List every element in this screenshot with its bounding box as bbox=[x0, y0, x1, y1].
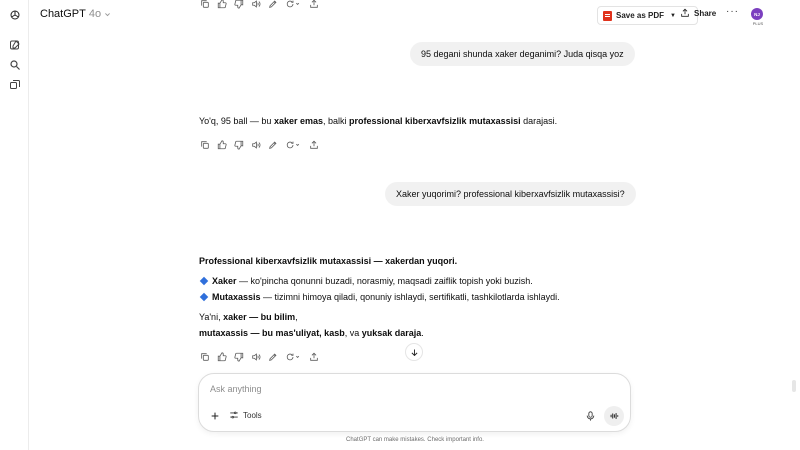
read-aloud-icon[interactable] bbox=[250, 140, 261, 151]
tools-label: Tools bbox=[243, 410, 262, 420]
read-aloud-icon[interactable] bbox=[250, 352, 261, 363]
edit-canvas-icon[interactable] bbox=[267, 352, 278, 363]
thumbs-up-icon[interactable] bbox=[216, 0, 227, 10]
plan-badge: PLUS bbox=[752, 21, 764, 26]
reply-text: Ya'ni, bbox=[199, 312, 224, 322]
tools-button[interactable] bbox=[229, 410, 262, 420]
reply-bold-text: yuksak daraja bbox=[361, 328, 422, 338]
thumbs-up-icon[interactable] bbox=[216, 140, 227, 151]
scrollbar-thumb[interactable] bbox=[792, 380, 796, 392]
thumbs-down-icon[interactable] bbox=[233, 0, 244, 10]
bullet-text: — ko'pincha qonunni buzadi, norasmiy, maqsadi zaiflik topish yoki buzish. bbox=[236, 276, 533, 286]
voice-mode-button[interactable] bbox=[604, 406, 624, 426]
blue-diamond-icon bbox=[200, 292, 208, 300]
message-actions bbox=[199, 351, 319, 363]
regenerate-icon[interactable] bbox=[284, 352, 302, 363]
share-icon[interactable] bbox=[308, 140, 319, 151]
thumbs-down-icon[interactable] bbox=[233, 140, 244, 151]
reply-bold-text: mutaxassis — bu mas'uliyat, kasb bbox=[199, 328, 345, 338]
regenerate-icon[interactable] bbox=[284, 0, 302, 10]
bullet-item bbox=[199, 291, 560, 303]
reply-bold-text: xaker — bu bilim bbox=[223, 312, 296, 322]
copy-icon[interactable] bbox=[199, 352, 210, 363]
bullet-term: Mutaxassis bbox=[212, 292, 261, 302]
library-icon[interactable] bbox=[8, 78, 22, 92]
thumbs-down-icon[interactable] bbox=[233, 352, 244, 363]
new-chat-icon[interactable] bbox=[8, 38, 22, 52]
caret-down-icon: ▼ bbox=[670, 12, 676, 19]
reply-heading bbox=[199, 255, 457, 267]
reply-text: , balki bbox=[323, 116, 350, 126]
upload-icon bbox=[680, 8, 690, 18]
microphone-icon bbox=[586, 411, 595, 421]
add-attachment-button[interactable] bbox=[209, 410, 221, 422]
message-actions-top bbox=[199, 0, 319, 10]
reply-text: Yo'q, 95 ball — bu bbox=[199, 116, 274, 126]
prompt-input[interactable] bbox=[210, 384, 610, 394]
copy-icon[interactable] bbox=[199, 140, 210, 151]
openai-logo-icon[interactable] bbox=[8, 8, 22, 22]
share-button[interactable] bbox=[680, 8, 716, 18]
reply-text: . bbox=[421, 328, 424, 338]
reply-bold-text: Professional kiberxavfsizlik mutaxassisi — xakerdan yuqori. bbox=[199, 256, 458, 266]
read-aloud-icon[interactable] bbox=[250, 0, 261, 10]
composer bbox=[198, 373, 631, 432]
assistant-message bbox=[199, 255, 457, 267]
save-as-pdf-label: Save as PDF bbox=[616, 11, 665, 20]
voice-waveform-icon bbox=[609, 411, 619, 421]
share-icon[interactable] bbox=[308, 352, 319, 363]
tools-icon bbox=[229, 410, 239, 420]
reply-bold-text: professional kiberxavfsizlik mutaxassisi bbox=[349, 116, 521, 126]
pdf-icon bbox=[603, 11, 612, 21]
dictate-button[interactable] bbox=[584, 410, 596, 422]
chevron-down-icon bbox=[104, 11, 111, 18]
bullet-term: Xaker bbox=[212, 276, 237, 286]
user-message: Xaker yuqorimi? professional kiberxavfsizlik mutaxassisi? bbox=[385, 182, 636, 206]
message-actions bbox=[199, 139, 319, 151]
plus-icon bbox=[210, 411, 220, 421]
model-name: ChatGPT bbox=[40, 8, 86, 20]
reply-bold-text: xaker emas bbox=[273, 116, 323, 126]
edit-canvas-icon[interactable] bbox=[267, 0, 278, 10]
avatar[interactable]: NJ bbox=[751, 8, 763, 20]
regenerate-icon[interactable] bbox=[284, 140, 302, 151]
arrow-down-icon bbox=[410, 348, 419, 357]
blue-diamond-icon bbox=[200, 276, 208, 284]
reply-text: , va bbox=[344, 328, 362, 338]
more-options-button[interactable]: ··· bbox=[726, 6, 739, 17]
thumbs-up-icon[interactable] bbox=[216, 352, 227, 363]
assistant-message bbox=[199, 115, 557, 127]
copy-icon[interactable] bbox=[199, 0, 210, 10]
sidebar-rail bbox=[0, 0, 29, 450]
share-label: Share bbox=[694, 8, 717, 18]
reply-line bbox=[199, 311, 298, 323]
user-message: 95 degani shunda xaker deganimi? Juda qisqa yoz bbox=[410, 42, 635, 66]
search-icon[interactable] bbox=[8, 58, 22, 72]
bullet-item bbox=[199, 275, 533, 287]
reply-line bbox=[199, 327, 424, 339]
scroll-to-bottom-button[interactable] bbox=[405, 343, 423, 361]
edit-canvas-icon[interactable] bbox=[267, 140, 278, 151]
disclaimer: ChatGPT can make mistakes. Check important info. bbox=[346, 437, 484, 443]
share-icon[interactable] bbox=[308, 0, 319, 10]
bullet-text: — tizimni himoya qiladi, qonuniy ishlaydi, sertifikatli, tashkilotlarda ishlaydi. bbox=[260, 292, 560, 302]
reply-text: darajasi. bbox=[520, 116, 558, 126]
model-version: 4o bbox=[88, 8, 102, 20]
reply-text: , bbox=[295, 312, 298, 322]
model-selector[interactable] bbox=[40, 8, 111, 20]
